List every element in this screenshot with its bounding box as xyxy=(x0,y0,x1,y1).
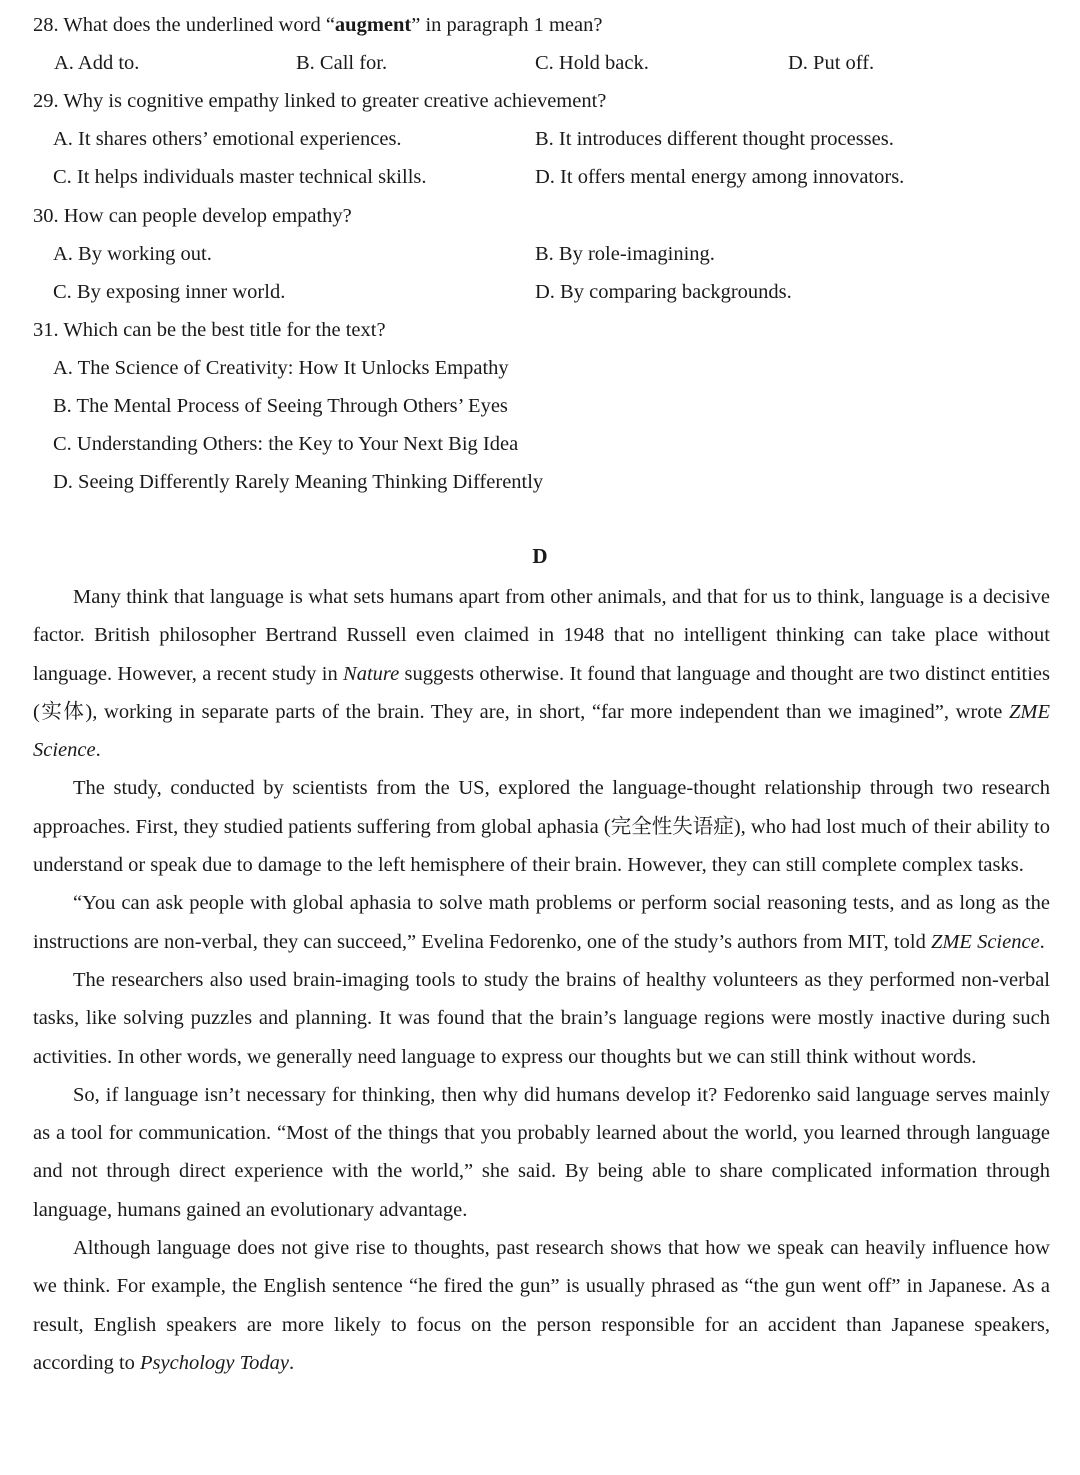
question-31-stem: 31. Which can be the best title for the text? xyxy=(33,319,386,341)
question-28-option-c: C. Hold back. xyxy=(535,52,649,74)
question-28-stem-start: 28. What does the underlined word “ xyxy=(33,14,335,36)
question-31-option-d: D. Seeing Differently Rarely Meaning Thinking Differently xyxy=(53,471,544,493)
question-29-option-d: D. It offers mental energy among innovators. xyxy=(535,166,905,188)
source-nature: Nature xyxy=(343,662,400,685)
question-28-option-b: B. Call for. xyxy=(296,52,388,74)
source-zme-science: ZME Science xyxy=(33,700,1050,762)
question-30-option-a: A. By working out. xyxy=(53,243,212,265)
question-30-option-c: C. By exposing inner world. xyxy=(53,281,286,303)
question-29-option-a: A. It shares others’ emotional experiences. xyxy=(53,128,402,150)
question-28-stem-end: ” in paragraph 1 mean? xyxy=(411,14,603,36)
question-29-option-c: C. It helps individuals master technical skills. xyxy=(53,166,427,188)
article-paragraph-4: The researchers also used brain-imaging tools to study the brains of healthy volunteers as they performed non-verbal tasks, like solving puzzles and planning. It was found that the brain’s language regions were mostly inactive during such activities. In other words, we generally need language to express our thoughts but we can still think without words. xyxy=(33,968,1050,1068)
underlined-keyword: augment xyxy=(334,14,412,36)
question-31-option-a: A. The Science of Creativity: How It Unlocks Empathy xyxy=(53,357,509,379)
article-paragraph-1: Many think that language is what sets humans apart from other animals, and that for us to think, language is a decisive factor. British philosopher Bertrand Russell even claimed in 1948 that no intelligent thinking can take place without language. However, a recent study in Nature suggests otherwise. It found that language and thought are two distinct entities (实体), working in separate parts of the brain. They are, in short, “far more independent than we imagined”, wrote ZME Science. xyxy=(33,586,1050,762)
question-31-option-b: B. The Mental Process of Seeing Through Others’ Eyes xyxy=(53,395,508,417)
source-psychology-today: Psychology Today xyxy=(140,1351,290,1374)
question-28-stem xyxy=(33,13,602,37)
article-paragraph-6: Although language does not give rise to thoughts, past research shows that how we speak can heavily influence how we think. For example, the English sentence “he fired the gun” is usually phrased as “the gun went off” in Japanese. As a result, English speakers are more likely to focus on the person responsible for an accident than Japanese speakers, according to Psychology Today. xyxy=(33,1237,1050,1374)
article-paragraph-2: The study, conducted by scientists from the US, explored the language-thought relationship through two research approaches. First, they studied patients suffering from global aphasia (完全性失语症), who had lost much of their ability to understand or speak due to damage to the left hemisphere of their brain. However, they can still complete complex tasks. xyxy=(33,777,1050,877)
article-paragraph-3: “You can ask people with global aphasia to solve math problems or perform social reasoning tests, and as long as the instructions are non-verbal, they can succeed,” Evelina Fedorenko, one of the study’s authors from MIT, told ZME Science. xyxy=(33,892,1050,953)
question-30-stem: 30. How can people develop empathy? xyxy=(33,205,352,227)
question-31-option-c: C. Understanding Others: the Key to Your Next Big Idea xyxy=(53,433,519,455)
question-29-option-b: B. It introduces different thought processes. xyxy=(535,128,894,150)
question-30-option-d: D. By comparing backgrounds. xyxy=(535,281,792,303)
article-paragraph-5: So, if language isn’t necessary for thinking, then why did humans develop it? Fedorenko said language serves mainly as a tool for communication. “Most of the things that you probably learned about the world, you learned through language and not through direct experience with the world,” she said. By being able to share complicated information through language, humans gained an evolutionary advantage. xyxy=(33,1083,1050,1221)
article-body xyxy=(33,578,1050,1382)
question-28-option-a: A. Add to. xyxy=(54,52,140,74)
source-zme-science: ZME Science xyxy=(930,930,1040,953)
question-28-option-d: D. Put off. xyxy=(788,52,875,74)
question-30-option-b: B. By role-imagining. xyxy=(535,243,715,265)
section-heading: D xyxy=(532,544,548,568)
question-29-stem: 29. Why is cognitive empathy linked to greater creative achievement? xyxy=(33,90,607,112)
